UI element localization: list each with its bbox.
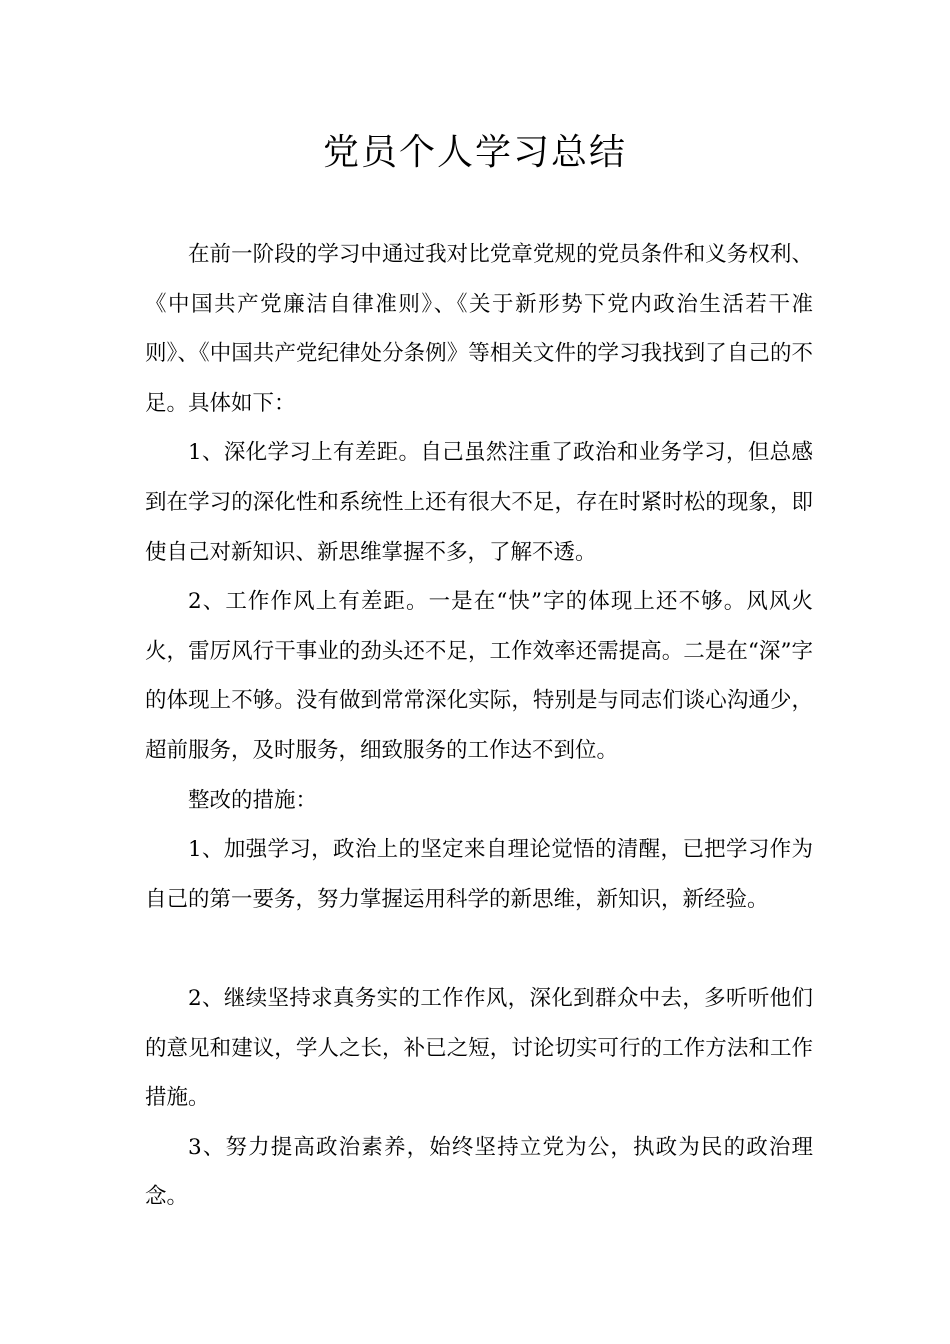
paragraph-measure-2: 2、继续坚持求真务实的工作作风，深化到群众中去，多听听他们的意见和建议，学人之长，补已之短，讨论切实可行的工作方法和工作措施。 [145, 985, 813, 1111]
paragraph-measure-3: 3、努力提高政治素养，始终坚持立党为公，执政为民的政治理念。 [145, 1134, 813, 1210]
document-body [145, 230, 813, 1222]
paragraph-gap-study: 1、深化学习上有差距。自己虽然注重了政治和业务学习，但总感到在学习的深化性和系统性上还有很大不足，存在时紧时松的现象，即使自己对新知识、新思维掌握不多，了解不透。 [145, 440, 813, 565]
paragraph-gap-work-style: 2、工作作风上有差距。一是在“快”字的体现上还不够。风风火火，雷厉风行干事业的劲头还不足，工作效率还需提高。二是在“深”字的体现上不够。没有做到常常深化实际，特别是与同志们谈心沟通少，超前服务，及时服务，细致服务的工作达不到位。 [145, 589, 813, 763]
document-title: 党员个人学习总结 [322, 132, 627, 173]
paragraph-intro: 在前一阶段的学习中通过我对比党章党规的党员条件和义务权利、《中国共产党廉洁自律准则》、《关于新形势下党内政治生活若干准则》、《中国共产党纪律处分条例》等相关文件的学习我找到了自己的不足。具体如下： [145, 242, 813, 416]
blank-line [145, 924, 813, 974]
paragraph-measure-1: 1、加强学习，政治上的坚定来自理论觉悟的清醒，已把学习作为自己的第一要务，努力掌握运用科学的新思维，新知识，新经验。 [145, 837, 813, 912]
paragraph-measures-heading: 整改的措施： [188, 787, 318, 813]
